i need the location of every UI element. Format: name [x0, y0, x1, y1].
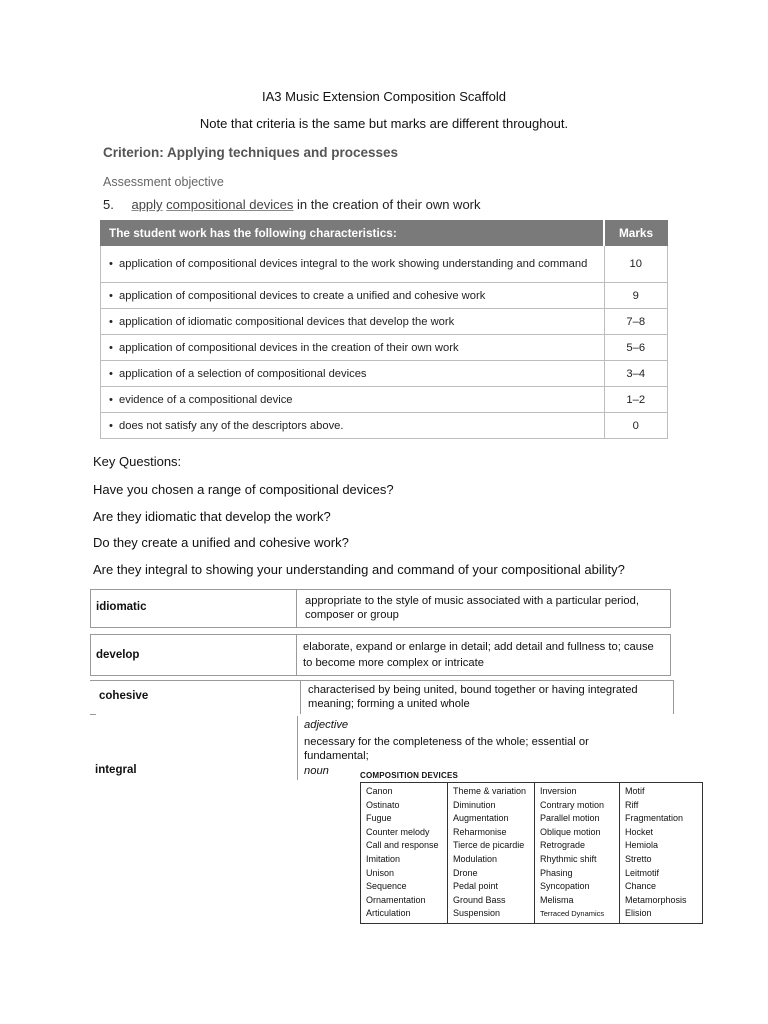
criteria-cell	[101, 246, 605, 283]
glossary-entry-cohesive	[90, 680, 674, 714]
question-item: Do they create a unified and cohesive work?	[93, 535, 349, 550]
device-item: Ostinato	[366, 799, 400, 810]
assessment-objective	[103, 197, 481, 212]
criteria-text: evidence of a compositional device	[119, 393, 293, 406]
device-item: Leitmotif	[625, 867, 660, 878]
device-item: Rhythmic shift	[540, 853, 597, 864]
devices-title: COMPOSITION DEVICES	[360, 771, 459, 780]
divider	[297, 716, 298, 780]
table-row	[101, 246, 668, 283]
criteria-cell	[101, 361, 605, 387]
device-item: Metamorphosis	[625, 894, 687, 905]
marks-cell: 7–8	[604, 309, 668, 335]
device-item: Fugue	[366, 813, 392, 824]
table-row	[101, 283, 668, 309]
question-item: Are they idiomatic that develop the work?	[93, 509, 331, 524]
criteria-text: application of idiomatic compositional devices that develop the work	[119, 315, 455, 328]
bullet-icon: •	[109, 419, 113, 432]
header-characteristics: The student work has the following characteristics:	[101, 221, 605, 246]
device-item: Syncopation	[540, 881, 590, 892]
criteria-header-row	[101, 221, 668, 246]
criteria-text: application of compositional devices to create a unified and cohesive work	[119, 289, 486, 302]
divider	[90, 680, 674, 681]
divider	[300, 680, 301, 714]
criteria-cell	[101, 387, 605, 413]
device-item: Articulation	[366, 908, 411, 919]
device-item: Hocket	[625, 826, 654, 837]
criterion-heading: Criterion: Applying techniques and processes	[103, 145, 399, 160]
glossary-term: cohesive	[99, 690, 149, 702]
devices-table	[360, 782, 703, 924]
glossary-definition: appropriate to the style of music associated with a particular period, composer or group	[305, 595, 639, 621]
table-row	[101, 413, 668, 439]
device-item: Contrary motion	[540, 799, 605, 810]
device-item: Fragmentation	[625, 813, 684, 824]
glossary-pos: adjective	[304, 719, 349, 731]
bullet-icon: •	[109, 289, 113, 302]
document-note: Note that criteria is the same but marks are different throughout.	[199, 116, 569, 131]
device-item: Diminution	[453, 799, 496, 810]
glossary-term: idiomatic	[96, 601, 147, 613]
criteria-cell	[101, 335, 605, 361]
bullet-icon: •	[109, 315, 113, 328]
device-item: Ornamentation	[366, 894, 426, 905]
devices-column	[448, 783, 535, 924]
device-item: Inversion	[540, 786, 577, 796]
device-item: Phasing	[540, 867, 573, 878]
devices-column	[361, 783, 448, 924]
objective-rest: in the creation of their own work	[293, 197, 481, 212]
device-item: Ground Bass	[453, 894, 506, 905]
criteria-text: application of a selection of compositional devices	[119, 367, 367, 380]
glossary-term: integral	[95, 764, 137, 776]
criteria-cell	[101, 309, 605, 335]
device-item: Augmentation	[453, 813, 509, 824]
device-item: Stretto	[625, 853, 652, 864]
device-item: Counter melody	[366, 826, 430, 837]
question-item: Have you chosen a range of compositional devices?	[93, 482, 394, 497]
glossary-entry-idiomatic	[90, 589, 671, 628]
device-item: Canon	[366, 786, 393, 796]
divider	[90, 714, 96, 715]
table-row	[101, 309, 668, 335]
device-item: Chance	[625, 881, 657, 892]
device-item: Imitation	[366, 853, 401, 864]
glossary-definition: characterised by being united, bound together or having integrated meaning; forming a united whole	[308, 684, 638, 710]
question-item: Are they integral to showing your understanding and command of your compositional ability?	[93, 562, 625, 577]
glossary-term: develop	[96, 649, 140, 661]
objective-label: Assessment objective	[103, 175, 224, 189]
divider	[673, 680, 674, 714]
bullet-icon: •	[109, 341, 113, 354]
criteria-text: application of compositional devices integral to the work showing understanding and command	[119, 258, 588, 270]
key-questions-heading: Key Questions:	[93, 454, 182, 469]
marks-cell: 1–2	[604, 387, 668, 413]
bullet-icon: •	[109, 393, 113, 406]
device-item: Reharmonise	[453, 826, 507, 837]
device-item: Melisma	[540, 894, 574, 905]
device-item: Motif	[625, 786, 645, 796]
header-marks: Marks	[604, 221, 668, 246]
device-item: Elision	[625, 908, 652, 919]
device-item: Hemiola	[625, 840, 659, 851]
marks-cell: 10	[604, 246, 668, 283]
glossary-pos: noun	[304, 765, 329, 777]
glossary-definition: necessary for the completeness of the whole; essential or fundamental;	[304, 736, 589, 762]
objective-word-apply: apply	[131, 197, 163, 212]
device-item: Suspension	[453, 908, 501, 919]
table-row	[101, 361, 668, 387]
marks-cell: 9	[604, 283, 668, 309]
objective-number: 5.	[103, 197, 114, 212]
criteria-cell	[101, 283, 605, 309]
marks-cell: 5–6	[604, 335, 668, 361]
device-item: Theme & variation	[453, 786, 527, 796]
device-item: Drone	[453, 867, 478, 878]
criteria-text: does not satisfy any of the descriptors above.	[119, 419, 344, 432]
divider	[296, 635, 297, 675]
device-item: Terraced Dynamics	[540, 909, 605, 919]
criteria-text: application of compositional devices in the creation of their own work	[119, 341, 459, 354]
devices-column	[620, 783, 703, 924]
device-item: Modulation	[453, 853, 498, 864]
bullet-icon: •	[109, 258, 113, 270]
objective-word-devices: compositional devices	[166, 197, 294, 212]
divider	[296, 590, 297, 627]
glossary-entry-develop	[90, 634, 671, 676]
bullet-icon: •	[109, 367, 113, 380]
device-item: Unison	[366, 867, 395, 878]
device-item: Retrograde	[540, 840, 586, 851]
criteria-cell	[101, 413, 605, 439]
marks-cell: 3–4	[604, 361, 668, 387]
device-item: Sequence	[366, 881, 407, 892]
glossary-definition: elaborate, expand or enlarge in detail; add detail and fullness to; cause to become more complex or intricate	[303, 641, 654, 669]
device-item: Pedal point	[453, 881, 499, 892]
table-row	[101, 335, 668, 361]
table-row	[361, 783, 703, 924]
document-title: IA3 Music Extension Composition Scaffold	[262, 89, 506, 104]
device-item: Riff	[625, 799, 639, 810]
device-item: Parallel motion	[540, 813, 600, 824]
marks-cell: 0	[604, 413, 668, 439]
device-item: Call and response	[366, 840, 439, 851]
criteria-table	[100, 220, 668, 439]
devices-column	[535, 783, 620, 924]
table-row	[101, 387, 668, 413]
device-item: Oblique motion	[540, 826, 601, 837]
device-item: Tierce de picardie	[453, 840, 525, 851]
